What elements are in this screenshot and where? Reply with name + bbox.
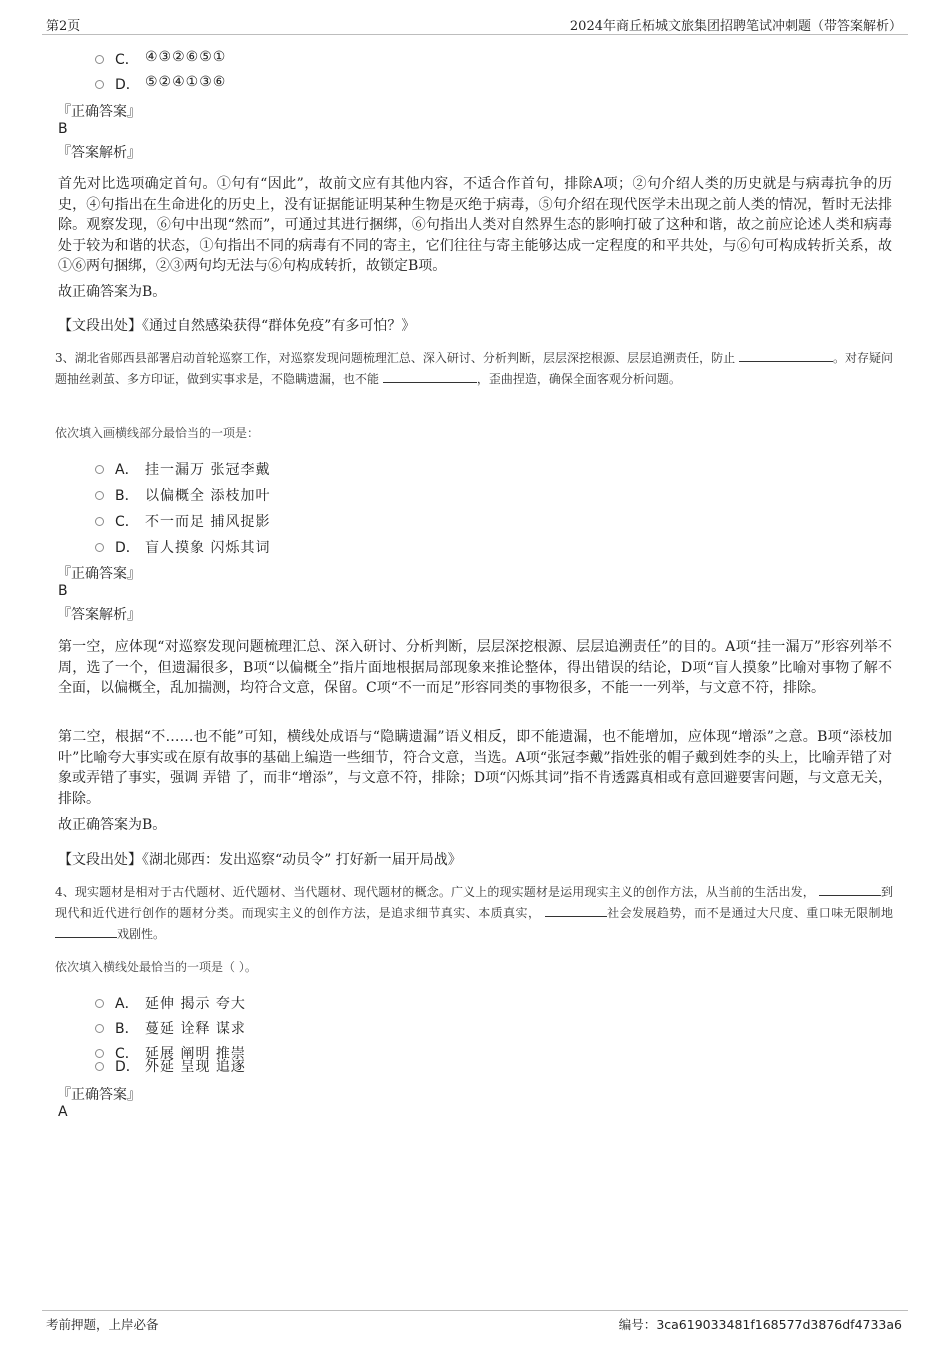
- option-letter: C．: [115, 514, 139, 530]
- analysis-text: 首先对比选项确定首句。①句有“因此”，故前文应有其他内容，不适合作首句，排除A项；②句介绍人类的历史就是与病毒抗争的历史，④句指出在生命进化的历史上，没有证据能证明某种生物是灭绝于病毒，⑤句介绍在现代医学未出现之前人类的情况，暂时无法排除。观察发现，⑥句中出现“然而”，可通过其进行捆绑，⑥句指出人类对自然界生态的影响打破了这种和谐，故之前应论述人类和病毒处于较为和谐的状态，①句指出不同的病毒有不同的寄主，它们往往与寄主能够达成一定程度的和平共处，与⑥句可构成转折关系，故①⑥两句捆绑，②③两句均无法与⑥句构成转折，故锁定B项。: [58, 176, 892, 274]
- radio-icon[interactable]: [95, 55, 104, 64]
- fill-blank: [545, 904, 607, 917]
- option-text: 延展 阐明 推崇: [145, 1046, 246, 1062]
- question-instruction: 依次填入画横线部分最恰当的一项是：: [55, 426, 260, 440]
- stem-part: 到现代和近代进行创作的题材分类。而现实主义的创作方法，是追求细节真实、本质真实，: [55, 885, 893, 920]
- page-footer: [42, 1310, 908, 1335]
- option-text: ⑤②④①③⑥: [145, 74, 227, 90]
- conclusion-text: 故正确答案为B。: [58, 817, 167, 833]
- stem-part: 3、湖北省郧西县部署启动首轮巡察工作，对巡察发现问题梳理汇总、深入研讨、分析判断，层层深挖根源、层层追溯责任，防止: [55, 351, 736, 365]
- option-letter: A．: [115, 462, 139, 478]
- radio-icon[interactable]: [95, 543, 104, 552]
- footer-slogan: 考前押题，上岸必备: [46, 1317, 159, 1332]
- answer-value: A: [58, 1104, 68, 1120]
- page-number: 第2页: [46, 19, 81, 34]
- radio-icon[interactable]: [95, 465, 104, 474]
- analysis-heading: 『答案解析』: [57, 145, 141, 161]
- fill-blank: [739, 349, 833, 362]
- fill-blank: [383, 370, 477, 383]
- option-text: 外延 呈现 追逐: [145, 1059, 246, 1075]
- stem-part: 戏剧性。: [117, 927, 166, 941]
- option-letter: C．: [115, 52, 139, 68]
- page-header: [42, 14, 908, 35]
- question-3-stem: [55, 348, 893, 390]
- option-text: 蔓延 诠释 谋求: [145, 1021, 246, 1037]
- code-label: 编号：: [618, 1317, 657, 1332]
- option-letter: A．: [115, 996, 139, 1012]
- conclusion-text: 故正确答案为B。: [58, 284, 167, 300]
- stem-part: ，歪曲捏造，确保全面客观分析问题。: [476, 372, 681, 386]
- radio-icon[interactable]: [95, 80, 104, 89]
- radio-icon[interactable]: [95, 491, 104, 500]
- option-text: 延伸 揭示 夸大: [145, 996, 246, 1012]
- answer-value: B: [58, 121, 68, 137]
- option-letter: D．: [115, 540, 140, 556]
- stem-part: 社会发展趋势，而不是通过大尺度、重口味无限制地: [606, 906, 893, 920]
- radio-icon[interactable]: [95, 517, 104, 526]
- source-reference: 【文段出处】《通过自然感染获得“群体免疫”有多可怕？》: [58, 318, 416, 334]
- fill-blank: [55, 925, 117, 938]
- question-instruction: 依次填入横线处最恰当的一项是（ ）。: [55, 960, 257, 974]
- radio-icon[interactable]: [95, 1024, 104, 1033]
- code-value: 3ca619033481f168577d3876df4733a6: [656, 1317, 902, 1332]
- option-text: 不一而足 捕风捉影: [145, 514, 271, 530]
- document-code: [619, 1315, 902, 1333]
- stem-part: 4、现实题材是相对于古代题材、近代题材、当代题材、现代题材的概念。广义上的现实题材是运用现实主义的创作方法，从当前的生活出发，: [55, 885, 815, 899]
- analysis-heading: 『答案解析』: [57, 607, 141, 623]
- option-letter: D．: [115, 77, 140, 93]
- option-text: 盲人摸象 闪烁其词: [145, 540, 271, 556]
- answer-value: B: [58, 583, 68, 599]
- radio-icon[interactable]: [95, 1049, 104, 1058]
- radio-icon[interactable]: [95, 1062, 104, 1071]
- answer-heading: 『正确答案』: [57, 1087, 141, 1103]
- option-letter: D．: [115, 1059, 140, 1075]
- option-letter: B．: [115, 1021, 139, 1037]
- document-title: 2024年商丘柘城文旅集团招聘笔试冲刺题（带答案解析）: [569, 19, 902, 34]
- fill-blank: [819, 883, 881, 896]
- option-text: ④③②⑥⑤①: [145, 49, 227, 65]
- question-4-stem: [55, 882, 893, 945]
- option-text: 以偏概全 添枝加叶: [145, 488, 271, 504]
- answer-heading: 『正确答案』: [57, 566, 141, 582]
- answer-heading: 『正确答案』: [57, 104, 141, 120]
- source-reference: 【文段出处】《湖北郧西：发出巡察“动员令” 打好新一届开局战》: [58, 852, 462, 868]
- option-letter: C．: [115, 1046, 139, 1062]
- analysis-text: 第二空，根据“不……也不能”可知，横线处成语与“隐瞒遗漏”语义相反，即不能遗漏，也不能增加，应体现“增添”之意。B项“添枝加叶”比喻夸大事实或在原有故事的基础上编造一些细节，符合文意，当选。A项“张冠李戴”指姓张的帽子戴到姓李的头上，比喻弄错了对象或弄错了事实，强调 弄错 了，而非“增添”，与文意不符，排除；D项“闪烁其词”指不肯透露真相或有意回避要害问题，与文意无关，排除。: [58, 729, 892, 807]
- option-letter: B．: [115, 488, 139, 504]
- stem-part: 。对存疑问题抽丝剥茧、多方印证，做到实事求是，不隐瞒遗漏，也不能: [55, 351, 893, 386]
- radio-icon[interactable]: [95, 999, 104, 1008]
- analysis-text: 第一空，应体现“对巡察发现问题梳理汇总、深入研讨、分析判断，层层深挖根源、层层追溯责任”的目的。A项“挂一漏万”形容列举不周，选了一个，但遗漏很多，B项“以偏概全”指片面地根据局部现象来推论整体，得出错误的结论，D项“盲人摸象”比喻对事物了解不全面，以偏概全，乱加揣测，均符合文意，保留。C项“不一而足”形容同类的事物很多，不能一一列举，与文意不符，排除。: [58, 639, 892, 696]
- option-text: 挂一漏万 张冠李戴: [145, 462, 271, 478]
